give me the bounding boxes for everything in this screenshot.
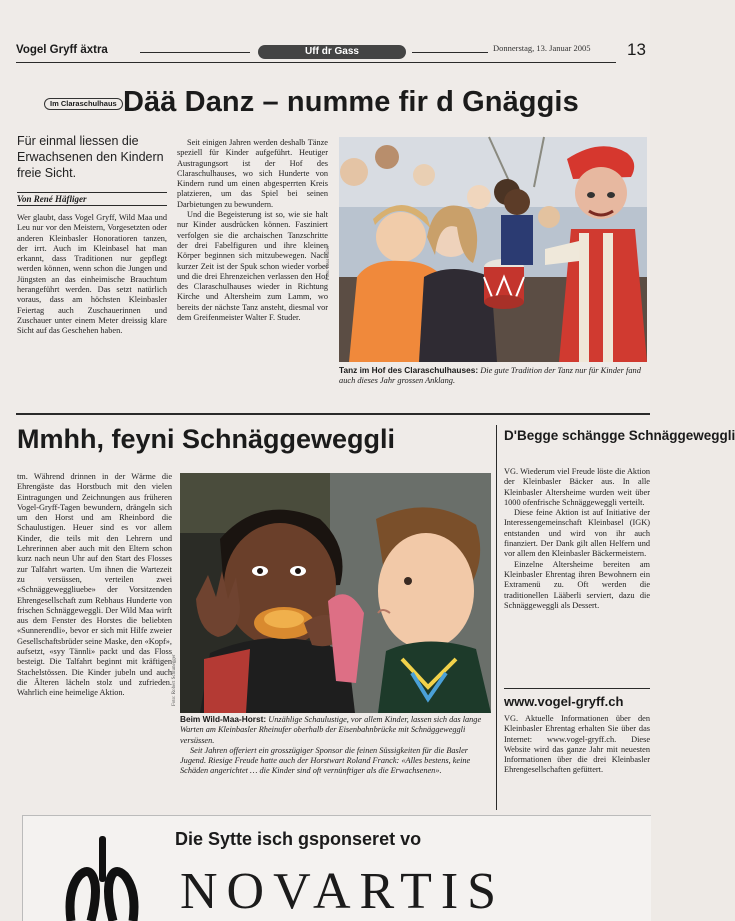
sidebar-divider <box>496 425 497 810</box>
web-text: VG. Aktuelle Informationen über den Kleinbasler Ehrentag erhalten Sie über das Internet: www.vogel-gryff.ch. Diese Website wird das ganze Jahr mit neuesten Informationen über die drei Kleinbasler Ehrengesellschaften gefüttert. <box>504 714 650 775</box>
issue-date: Donnerstag, 13. Januar 2005 <box>493 43 591 53</box>
byline-rule-bottom <box>17 205 167 206</box>
story1-column-1: Wer glaubt, dass Vogel Gryff, Wild Maa und Leu nur vor den Meistern, Vorgesetzten oder anderen Kleinbasler Honoratioren tanzen, der irrt. Auch im Kleinbasel hat man erkannt, dass Traditionen nur gepflegt werden können, wenn schon die Jungen und Jüngsten an das einheimische Brauchtum herangeführt werden. Das setzt natürlich voraus, dass am höchsten Kleinbasler Feiertag auch Zuschauerinnen und Zuschauer unter einem Meter dreissig klare Sicht auf das Geschehen haben. <box>17 213 167 336</box>
section-tab: Uff dr Gass <box>258 45 406 59</box>
section-title: Vogel Gryff äxtra <box>16 44 108 56</box>
caption1-title: Tanz im Hof des Claraschulhauses: <box>339 365 479 375</box>
headline-2: Mmhh, feyni Schnäggeweggli <box>17 424 396 454</box>
story1-column-2 <box>177 138 328 400</box>
byline: Von René Häfliger <box>17 194 87 204</box>
lead-text: Für einmal liessen die Erwachsenen den Kindern freie Sicht. <box>17 134 164 180</box>
story2-column: tm. Während drinnen in der Wärme die Ehrengäste das Horstbuch mit den vielen Eintragungen und Zeichnungen aus früheren Vogel-Gryff-Tagen bewundern, drängeln sich um den Horst und am Rheinbord die Schaulustigen. Heuer sind es vor allem Kinder, die teils mit den Lehrern und Lehrerinnen aber auch mit den Eltern schon kurz nach neun Uhr auf den Start des Flosses zur Talfahrt warten. Um ihnen die Wartezeit zu versüssen, verteilen zwei «Schnäggeweggliuebe» der Vorsitzenden Ehrengesellschaft zum Rebhaus Hunderte von frischen Schnäggeweggli. Der Wild Maa wirft aus dem Fenster des Horstes die beliebten «Sunnerendli», bevor er sich mit Hilfe zweier Gesellschaftsbrüder seine Maske, den «Kopf», aufsetzt, «syy Tännli» packt und das Floss besteigt. Die Talfahrt beginnt mit kräftigen Stachelstössen. Die Kinder jubeln und auch die Älteren lächeln stolz und zufrieden. Wahrlich eine heimelige Aktion. <box>17 472 172 698</box>
caption2-title: Beim Wild-Maa-Horst: <box>180 714 267 724</box>
photo1-credit: Foto: Beat Huber <box>326 245 331 280</box>
photo-children-dance <box>339 137 647 362</box>
kicker-badge: Im Claraschulhaus <box>44 98 123 110</box>
header-rule-right <box>412 52 488 53</box>
section-divider <box>16 413 650 415</box>
caption2-text-2: Seit Jahren offeriert ein grosszügiger Sponsor die feinen Süssigkeiten für die Basler Jugend. Riesige Freude hatte auch der Horstwart Roland Franck: «Alles bestens, keine Schäden angerichtet … die Kinder sind oft vernünftiger als die Erwachsenen». <box>180 745 471 776</box>
ad-tagline: Die Sytte isch gsponseret vo <box>175 829 422 849</box>
sidebar-paragraph-2: Diese feine Aktion ist auf Initiative der Interessengemeinschaft Kleinbasel (IGK) entstanden und wird von ihr auch finanziert. Der Dank gilt allen Helfern und vor allem den Kleinbasler Bäckermeistern. <box>504 508 650 559</box>
sidebar-paragraph-1: VG. Wiederum viel Freude löste die Aktion der Kleinbasler Bäcker aus. In alle Kleinbasler Altersheime wurden weit über 1000 ofenfrische Schnäggeweggli verteilt. <box>504 467 650 507</box>
header-rule-left <box>140 52 250 53</box>
story1-paragraph-1: Seit einigen Jahren werden deshalb Tänze speziell für Kinder aufgeführt. Heutiger Austragungsort ist der Hof des Claraschulhauses, wo sich Hunderte von Kindern rund um einen abgesperrten Kreis platzieren, um das Spiel bei seinen Darbietungen zu bewundern. <box>177 138 328 209</box>
photo2-credit: Foto: Robert Schlunegger <box>172 654 177 706</box>
caption2-text: Unzählige Schaulustige, vor allem Kinder, lassen sich das lange Warten am Kleinbasler Rheinufer oberhalb der Eisenbahnbrücke mit Schnäggeweggli versüssen. <box>180 715 482 745</box>
sidebar-paragraph-3: Einzelne Altersheime bereiten am Kleinbasler Ehrentag ihren Bewohnern ein Extramenü zu. Oft werden die traditionellen Lääberli serviert, dazu die Schnäggeweggli als Dessert. <box>504 559 650 610</box>
header-underline <box>16 62 616 63</box>
headline-1: Dää Danz – numme fir d Gnäggis <box>123 86 579 118</box>
caption1-text: Die gute Tradition der Tanz nur für Kinder fand auch dieses Jahr grossen Anklang. <box>339 366 641 386</box>
byline-rule-top <box>17 192 167 193</box>
novartis-logo-icon <box>61 836 143 921</box>
photo2-caption <box>180 714 492 777</box>
sidebar-text <box>504 467 650 677</box>
ad-brand: NOVARTIS <box>180 863 506 920</box>
page-number: 13 <box>627 40 646 59</box>
photo1-caption <box>339 365 647 387</box>
sidebar-headline: D'Begge schängge Schnäggeweggli <box>504 428 735 443</box>
sidebar-rule <box>504 688 650 689</box>
photo-children-eating <box>180 473 491 713</box>
story1-paragraph-2: Und die Begeisterung ist so, wie sie halt nur Kinder ausdrücken können. Fasziniert verfolgen sie die archaischen Tanzschritte der drei Fabelfiguren und ihre kleinen Körper beginnen sich mitzubewegen. Nach kurzer Zeit ist der Spuk schon wieder vorbei und die drei Ehrenzeichen verlassen den Hof des Claraschulhauses wieder in Richtung Kirche und Altersheim zum Lamm, wo bereits der nächste Tanz ansteht, diesmal vor dem Greifenmeister Walter F. Studer. <box>177 210 328 323</box>
web-headline: www.vogel-gryff.ch <box>504 694 624 709</box>
